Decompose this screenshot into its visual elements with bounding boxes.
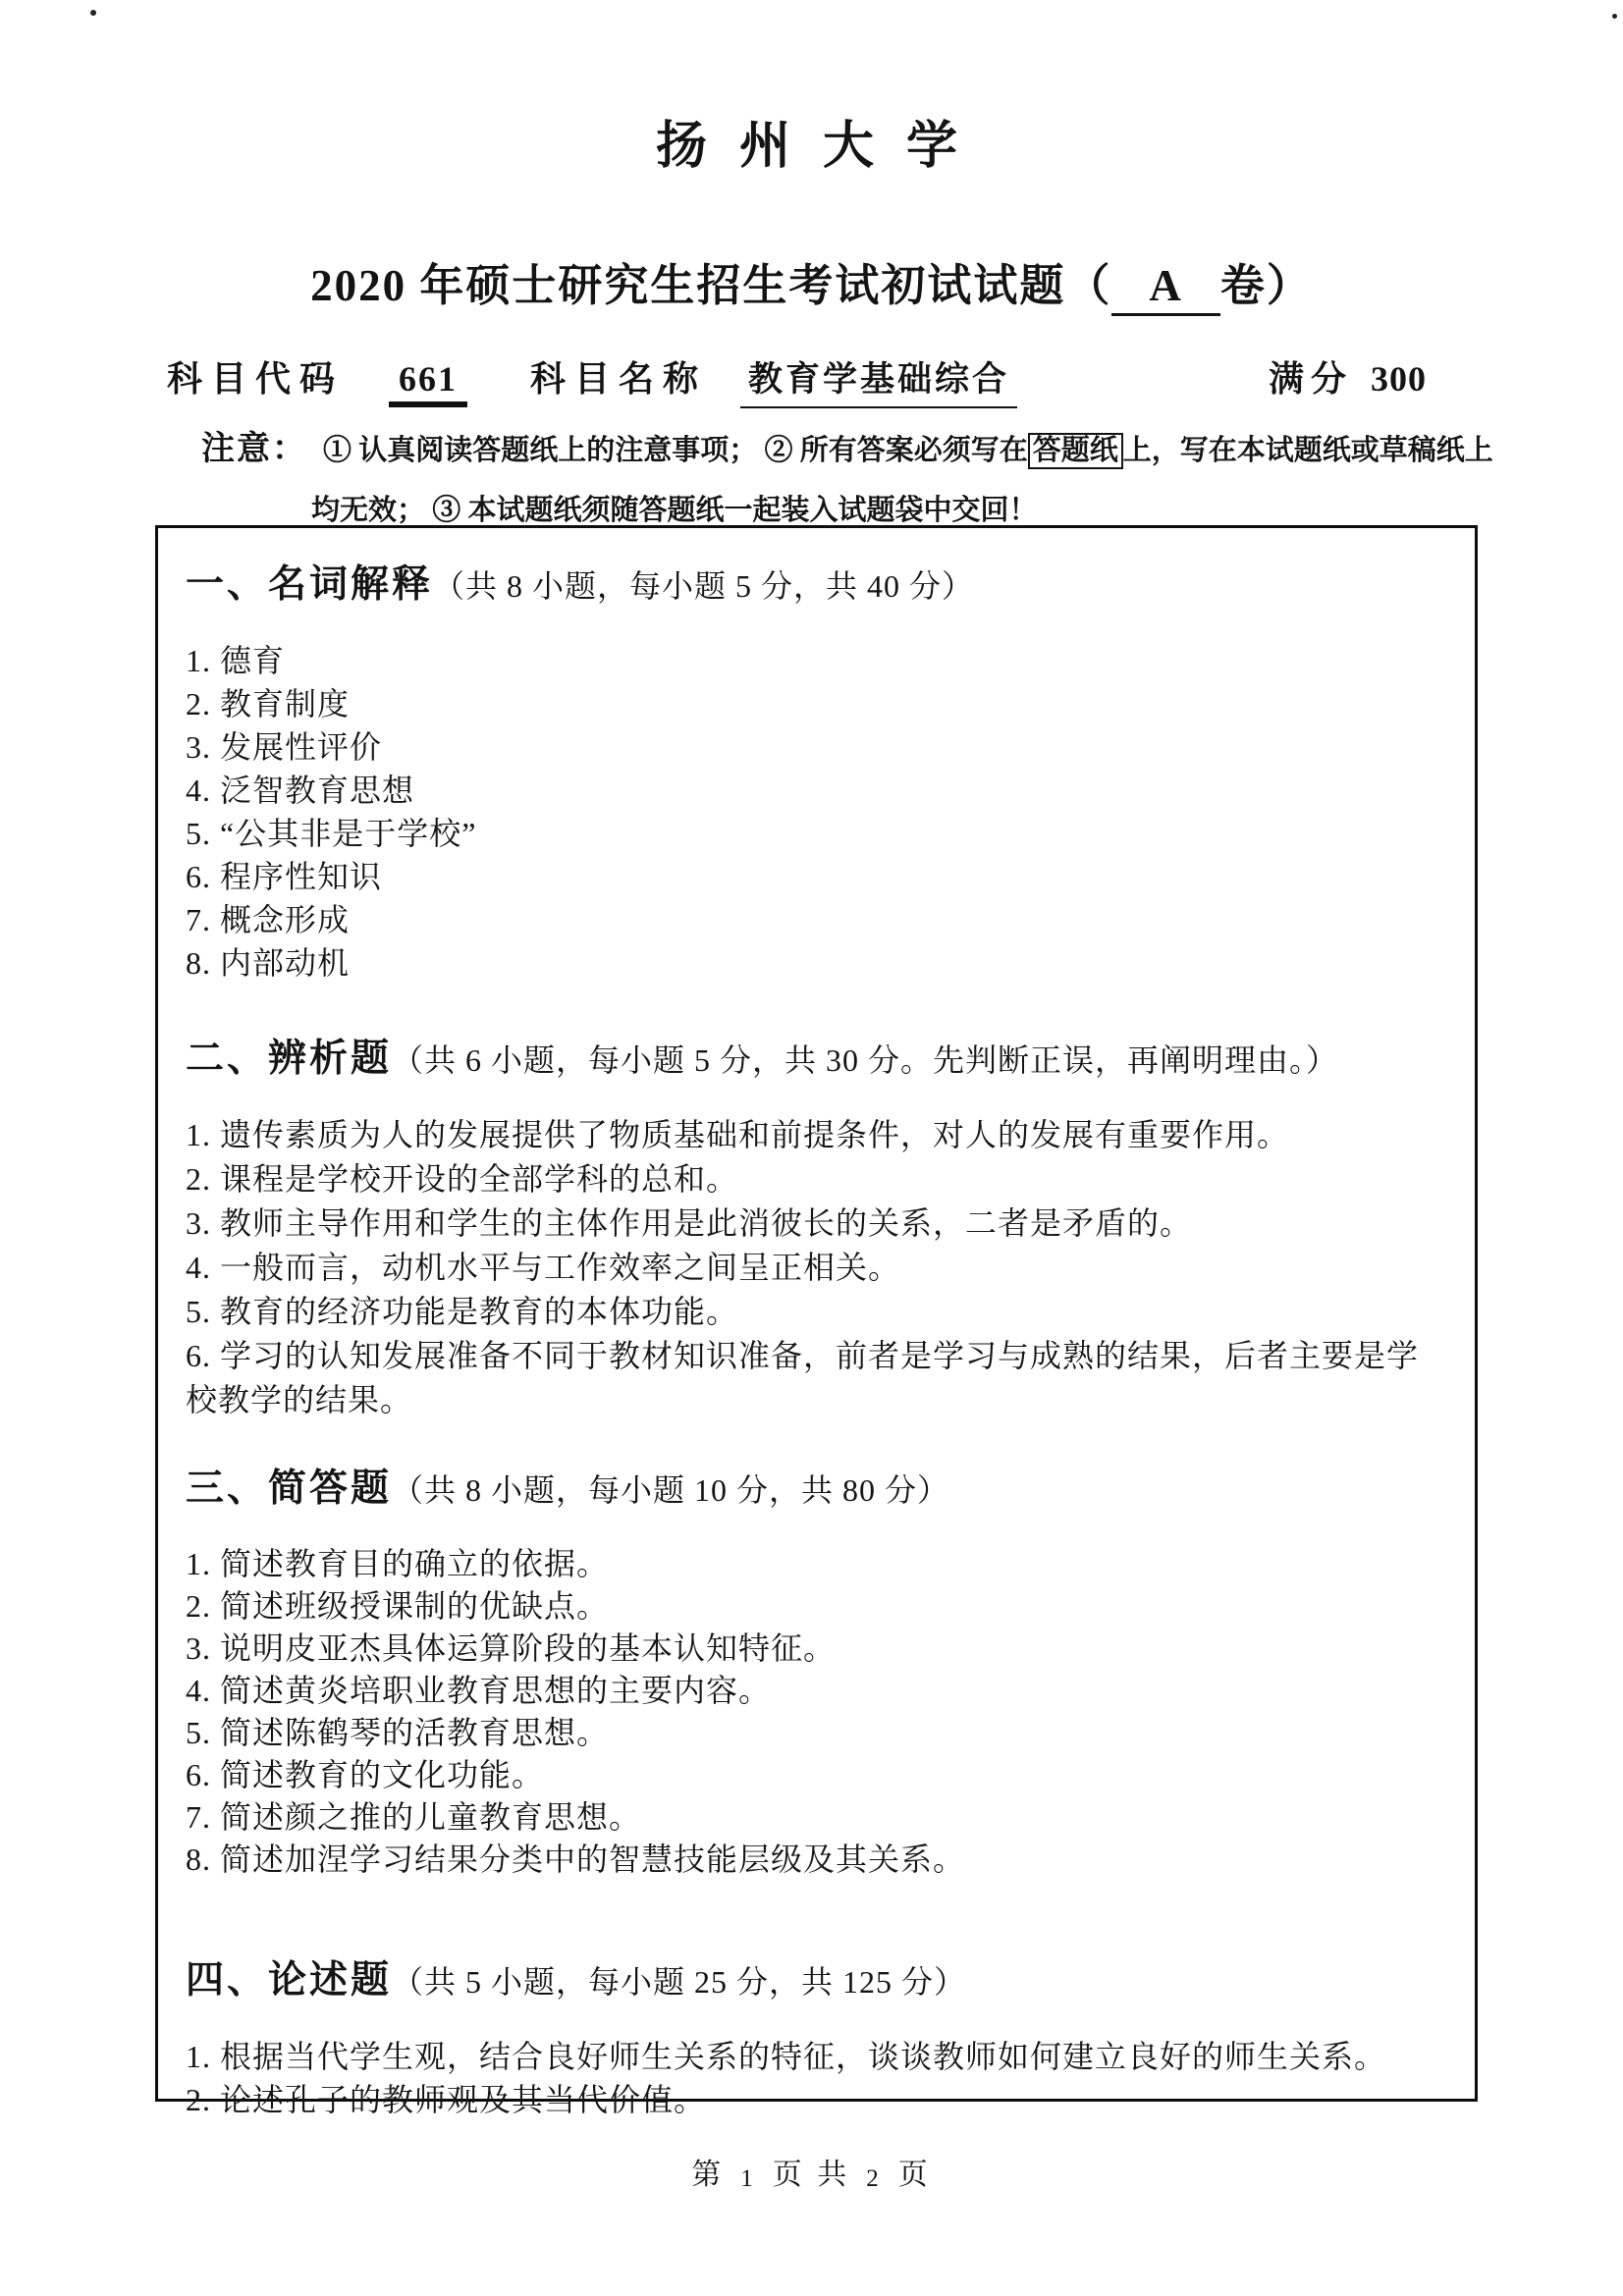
subject-meta-row [167, 351, 1427, 408]
section-heading [186, 1957, 1449, 2009]
question-item: 3. 说明皮亚杰具体运算阶段的基本认知特征。 [186, 1630, 837, 1666]
subject-code-label: 科目代码 [167, 359, 345, 399]
notice-line-1 [201, 430, 1505, 470]
question-item: 2. 论述孔子的教师观及其当代价值。 [186, 2082, 707, 2117]
paper-variant-letter [1111, 260, 1220, 316]
section-meta: （共 6 小题，每小题 5 分，共 30 分。先判断正误，再阐明理由。） [392, 1042, 1339, 1078]
exam-title-suffix: 卷） [1219, 261, 1313, 310]
section-short-answer [186, 1466, 1449, 1881]
subject-code-value: 661 [389, 358, 467, 407]
question-item: 5. 教育的经济功能是教育的本体功能。 [186, 1294, 739, 1329]
subject-name-value: 教育学基础综合 [740, 352, 1017, 408]
section-title: 二、辨析题 [186, 1038, 393, 1080]
section-items [186, 2035, 1449, 2121]
full-score-value: 300 [1371, 359, 1427, 399]
notice-line-2: 均无效； ③ 本试题纸须随答题纸一起装入试题袋中交回！ [311, 494, 1038, 526]
question-item: 8. 内部动机 [186, 945, 351, 981]
section-items [186, 1113, 1449, 1422]
question-item: 2. 简述班级授课制的优缺点。 [186, 1588, 610, 1624]
scan-artifact-dot [90, 10, 96, 16]
section-meta: （共 8 小题，每小题 5 分，共 40 分） [433, 568, 975, 604]
question-item: 5. “公其非是于学校” [186, 816, 477, 851]
paper-letter-text: A [1149, 261, 1183, 310]
question-item: 1. 德育 [186, 643, 286, 678]
question-item: 6. 程序性知识 [186, 859, 383, 894]
question-item: 7. 简述颜之推的儿童教育思想。 [186, 1799, 642, 1835]
question-item: 4. 简述黄炎培职业教育思想的主要内容。 [186, 1673, 772, 1708]
section-title: 一、名词解释 [186, 563, 434, 606]
notice-text-1: ① 认真阅读答题纸上的注意事项； ② 所有答案必须写在 [323, 435, 1028, 466]
section-discrimination [186, 1036, 1449, 1422]
section-heading [186, 1036, 1449, 1088]
full-score-label: 满分 [1268, 359, 1353, 399]
question-item: 3. 教师主导作用和学生的主体作用是此消彼长的关系，二者是矛盾的。 [186, 1205, 1193, 1241]
question-item: 3. 发展性评价 [186, 729, 383, 765]
scan-artifact-dot [1612, 14, 1617, 19]
section-essay [186, 1957, 1449, 2121]
exam-title-line [0, 249, 1623, 316]
question-item: 1. 简述教育目的确立的依据。 [186, 1546, 610, 1581]
footer-middle: 页 共 [772, 2159, 851, 2191]
footer-suffix: 页 [897, 2159, 932, 2191]
question-item: 8. 简述加涅学习结果分类中的智慧技能层级及其关系。 [186, 1842, 966, 1877]
notice-block [201, 430, 1505, 528]
notice-label: 注意： [201, 431, 307, 467]
notice-text-2: 上，写在本试题纸或草稿纸上 [1122, 435, 1493, 466]
question-item: 6. 简述教育的文化功能。 [186, 1757, 545, 1792]
exam-title-prefix: 2020 年硕士研究生招生考试初试试题（ [310, 261, 1112, 310]
section-heading [186, 1466, 1449, 1518]
questions-box [155, 525, 1478, 2117]
question-item: 4. 泛智教育思想 [186, 773, 415, 808]
university-title: 扬 州 大 学 [655, 119, 967, 175]
question-item: 2. 课程是学校开设的全部学科的总和。 [186, 1161, 739, 1197]
question-item: 4. 一般而言，动机水平与工作效率之间呈正相关。 [186, 1250, 901, 1285]
question-item: 2. 教育制度 [186, 686, 351, 721]
question-item: 6. 学习的认知发展准备不同于教材知识准备，前者是学习与成熟的结果，后者主要是学校教学的结果。 [186, 1338, 1420, 1417]
question-item: 5. 简述陈鹤琴的活教育思想。 [186, 1715, 610, 1750]
section-title: 三、简答题 [186, 1468, 393, 1510]
footer-prefix: 第 [691, 2159, 726, 2191]
question-item: 7. 概念形成 [186, 902, 351, 937]
section-items [186, 639, 1449, 985]
question-item: 1. 根据当代学生观，结合良好师生关系的特征，谈谈教师如何建立良好的师生关系。 [186, 2039, 1387, 2074]
section-meta: （共 8 小题，每小题 10 分，共 80 分） [392, 1472, 950, 1508]
subject-name-label: 科目名称 [530, 359, 708, 399]
question-item: 1. 遗传素质为人的发展提供了物质基础和前提条件，对人的发展有重要作用。 [186, 1117, 1290, 1152]
section-noun-explanation [186, 561, 1449, 985]
boxed-answer-sheet-term: 答题纸 [1028, 433, 1123, 469]
section-title: 四、论述题 [186, 1959, 393, 2002]
footer-total-pages: 2 [866, 2165, 883, 2192]
footer-page-number: 1 [740, 2165, 757, 2192]
page-footer [0, 2150, 1623, 2193]
section-items [186, 1543, 1449, 1881]
section-heading [186, 561, 1449, 614]
section-meta: （共 5 小题，每小题 25 分，共 125 分） [392, 1964, 967, 2000]
